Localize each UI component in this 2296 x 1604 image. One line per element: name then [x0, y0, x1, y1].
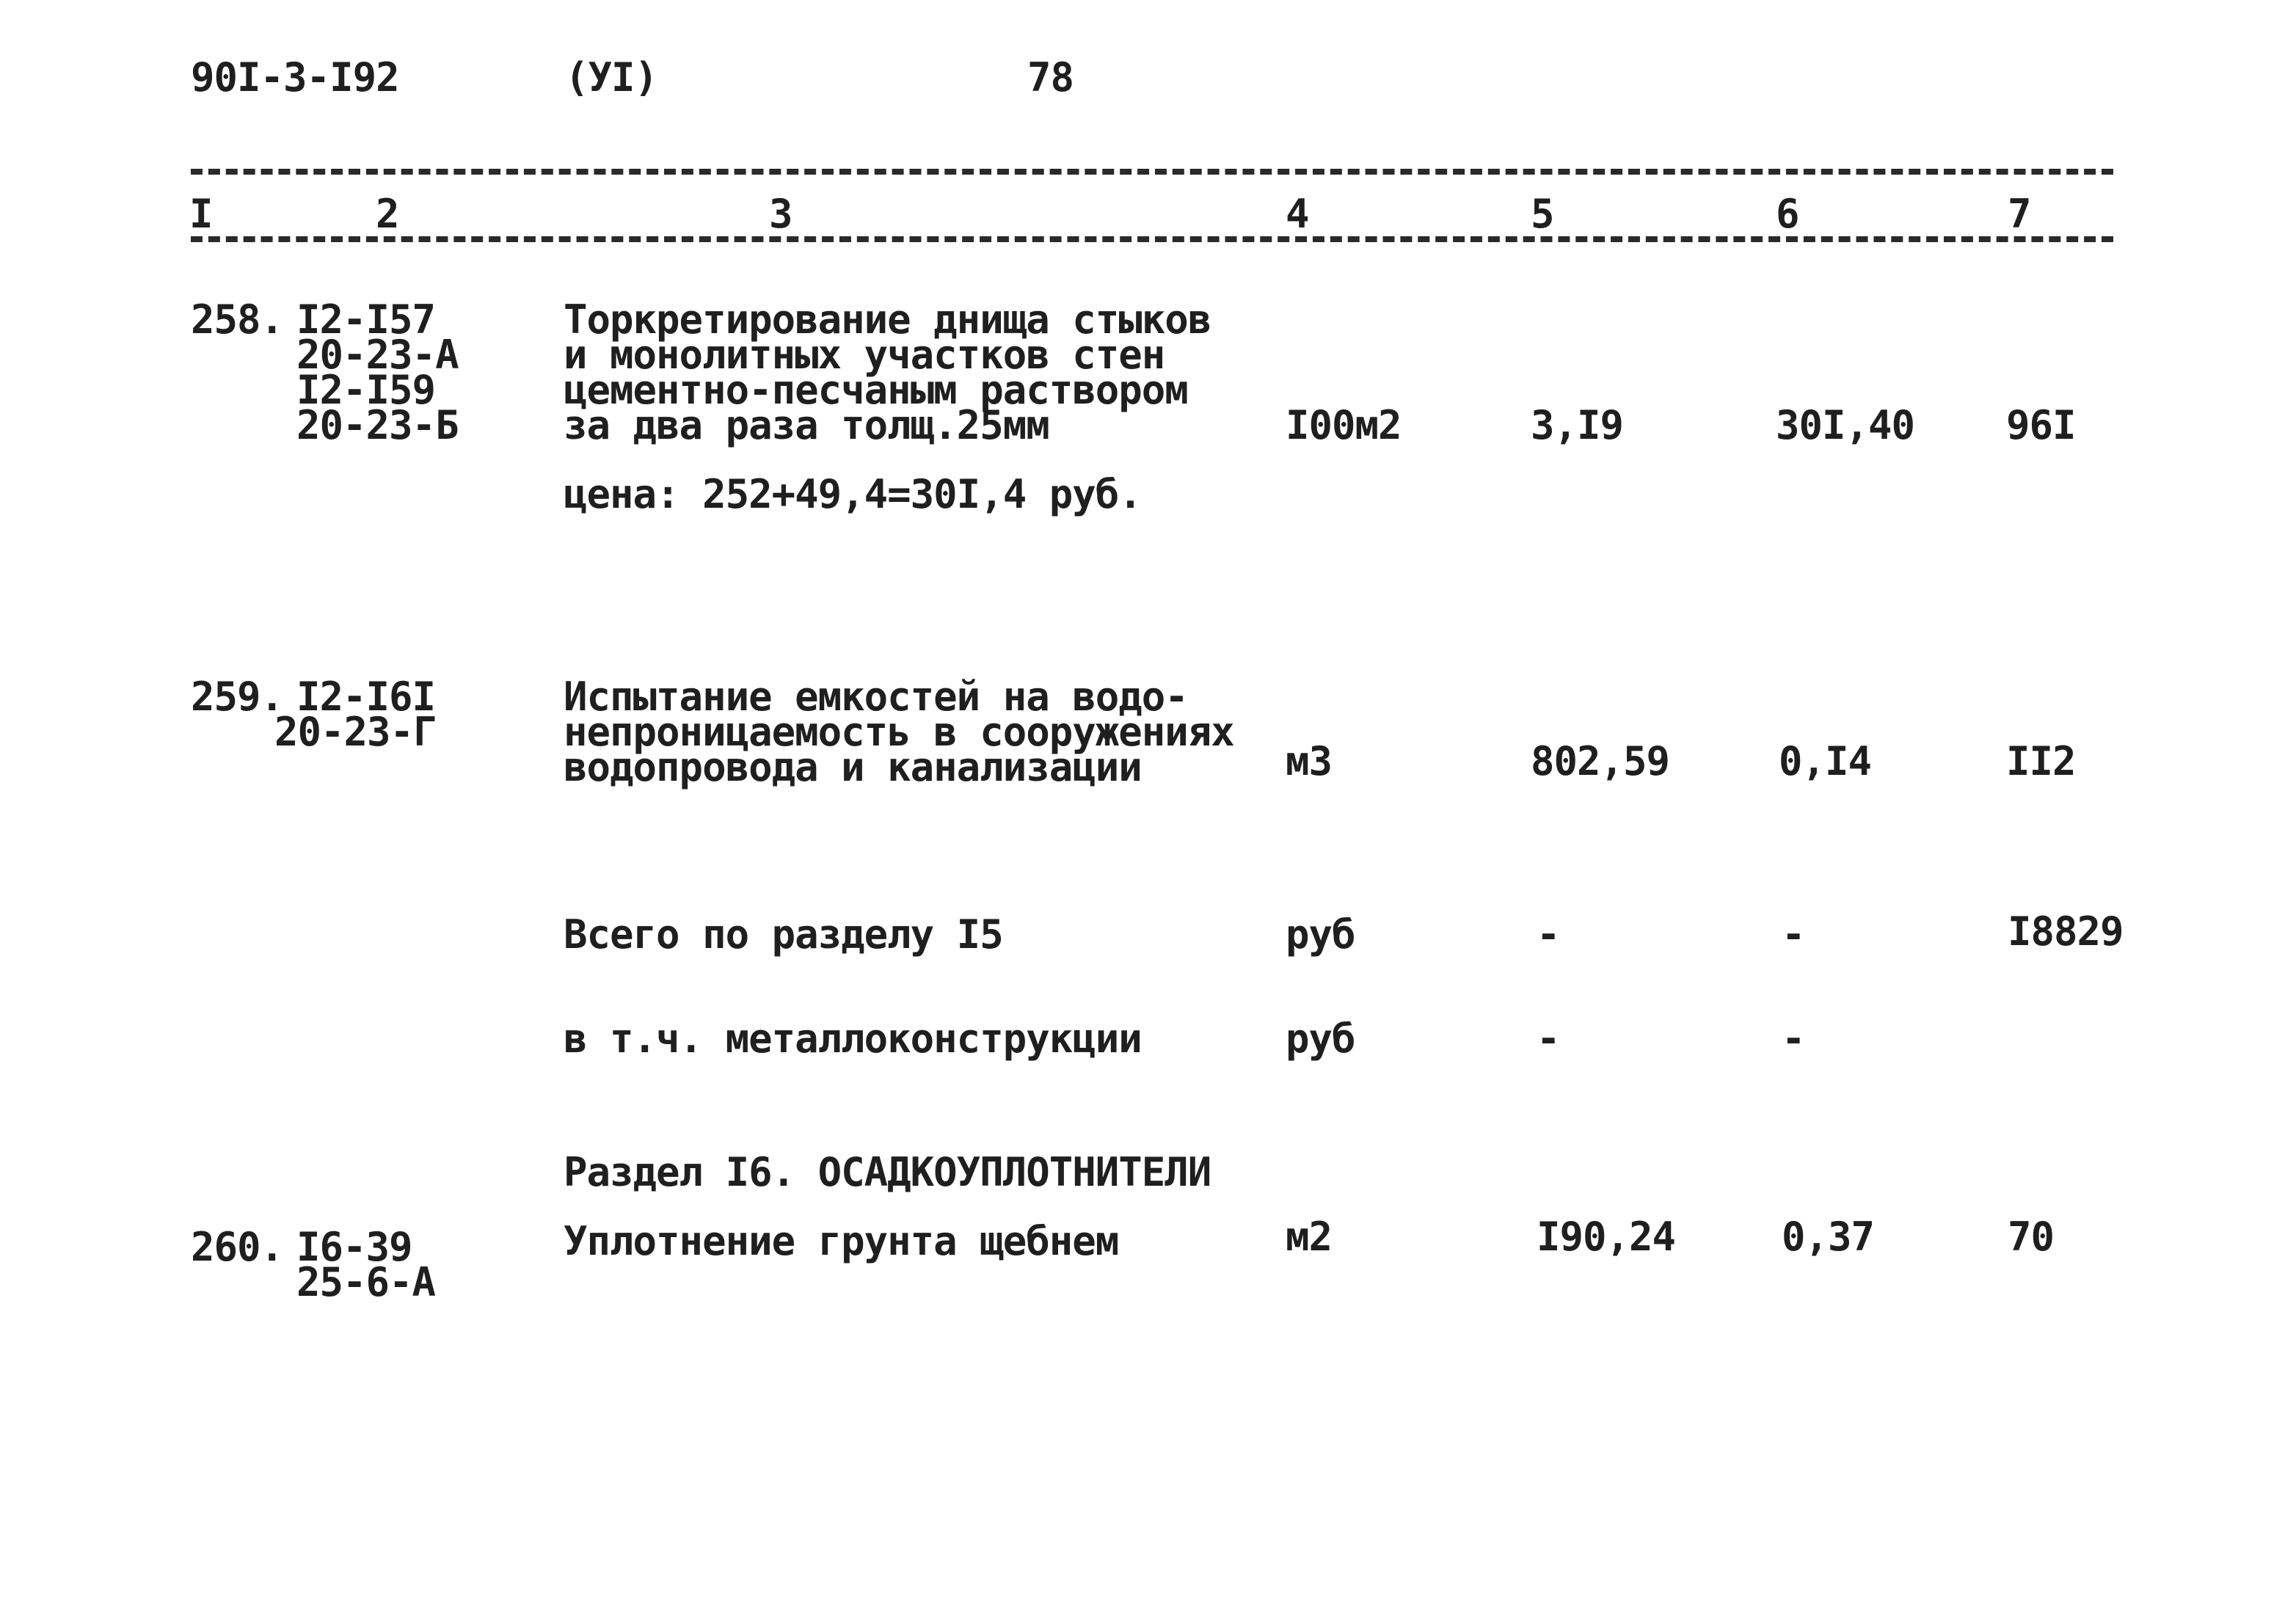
section-title: Раздел I6. ОСАДКОУПЛОТНИТЕЛИ: [564, 1149, 1211, 1195]
row-code: 20-23-Г: [274, 709, 437, 755]
row-description-line: за два раза толщ.25мм: [564, 402, 1049, 448]
summary-price: -: [1782, 1016, 1805, 1062]
row-unit: I00м2: [1286, 402, 1402, 448]
row-price-note: цена: 252+49,4=30I,4 руб.: [564, 471, 1142, 517]
row-unit: м3: [1286, 738, 1333, 784]
summary-unit: руб: [1286, 1016, 1355, 1062]
column-number: 6: [1776, 191, 1799, 237]
summary-label: Всего по разделу I5: [564, 911, 1003, 958]
row-unit-price: 0,37: [1782, 1214, 1875, 1260]
page-number: 78: [1027, 54, 1074, 101]
column-number: 4: [1286, 191, 1309, 237]
row-description-line: Уплотнение грунта щебнем: [564, 1218, 1119, 1264]
summary-unit: руб: [1286, 911, 1355, 958]
doc-code: 90I-3-I92: [191, 54, 399, 101]
row-description-line: и монолитных участков стен: [564, 332, 1165, 378]
column-header-dashed-rule: [191, 236, 2113, 242]
row-quantity: 802,59: [1531, 738, 1670, 784]
row-code: 20-23-А: [296, 332, 459, 378]
row-code: 25-6-А: [296, 1259, 436, 1305]
row-code: I2-I59: [296, 367, 436, 413]
row-total: 70: [2008, 1214, 2055, 1260]
column-number: 5: [1531, 191, 1554, 237]
row-total: II2: [2006, 738, 2076, 784]
row-total: 96I: [2006, 402, 2076, 448]
column-number: I: [189, 191, 213, 237]
sheet-part: (УI): [565, 54, 658, 101]
row-description-line: непроницаемость в сооружениях: [564, 709, 1234, 755]
summary-total: I8829: [2008, 908, 2124, 955]
summary-quantity: -: [1537, 911, 1560, 958]
row-description-line: водопровода и канализации: [564, 744, 1142, 790]
row-unit-price: 0,I4: [1779, 738, 1872, 784]
row-description-line: Торкретирование днища стыков: [564, 296, 1211, 343]
top-dashed-rule: [191, 169, 2113, 175]
row-number: 258.: [191, 296, 284, 343]
row-code: 20-23-Б: [296, 402, 459, 448]
column-number: 2: [376, 191, 399, 237]
row-unit: м2: [1286, 1214, 1333, 1260]
column-number: 3: [769, 191, 792, 237]
row-number: 260.: [191, 1224, 284, 1270]
row-number: 259.: [191, 674, 284, 720]
row-quantity: I90,24: [1537, 1214, 1676, 1260]
column-number: 7: [2008, 191, 2031, 237]
row-unit-price: 30I,40: [1776, 402, 1915, 448]
row-code: I2-I6I: [296, 674, 436, 720]
row-code: I2-I57: [296, 296, 436, 343]
row-description-line: цементно-песчаным раствором: [564, 367, 1188, 413]
row-quantity: 3,I9: [1531, 402, 1624, 448]
summary-quantity: -: [1537, 1016, 1560, 1062]
row-description-line: Испытание емкостей на водо-: [564, 674, 1188, 720]
summary-label: в т.ч. металлоконструкции: [564, 1016, 1142, 1062]
summary-price: -: [1782, 911, 1805, 958]
row-code: I6-39: [296, 1224, 412, 1270]
